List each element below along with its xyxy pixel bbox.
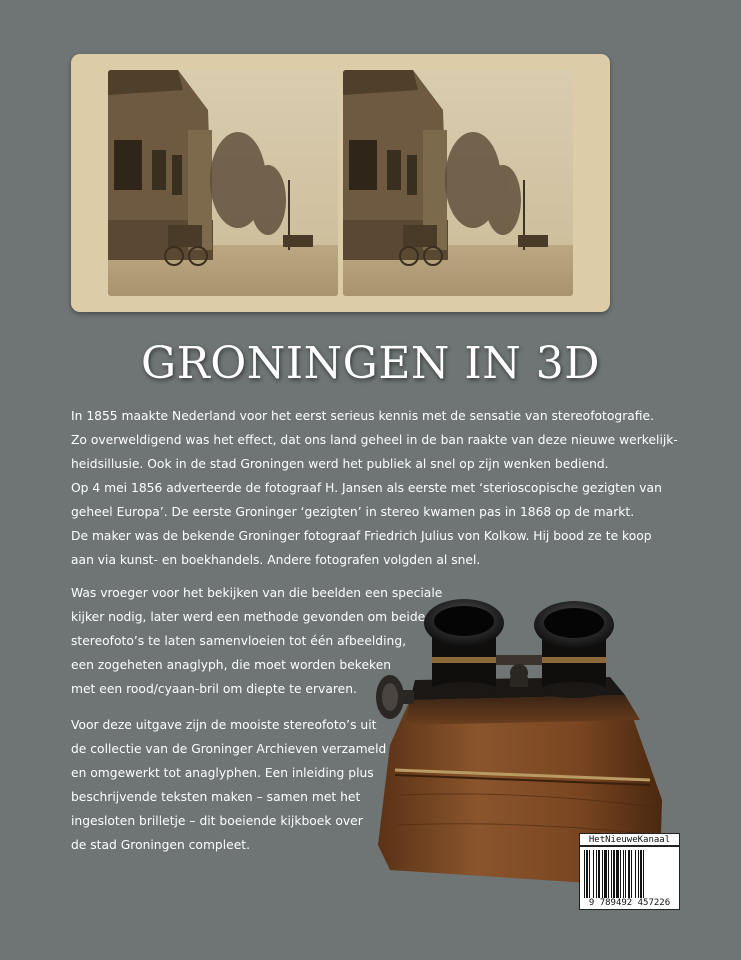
barcode-bar (598, 850, 600, 898)
barcode-bar (623, 850, 624, 898)
text-line: stereofoto’s te laten samenvloeien tot één afbeelding, (71, 634, 407, 648)
edition-paragraph (71, 713, 386, 857)
barcode-bar (586, 850, 588, 898)
isbn-number: 9 789492 457226 (588, 898, 671, 908)
text-line: ingesloten brilletje – dit boeiende kijkboek over (71, 814, 363, 828)
barcode-bar (593, 850, 594, 898)
barcode-bar (613, 850, 615, 898)
barcode-bar (628, 850, 630, 898)
cover-title: GRONINGEN IN 3D (140, 338, 601, 389)
barcode-bar (631, 850, 632, 898)
stereo-photo-right (343, 70, 573, 296)
barcode-bar (596, 850, 597, 898)
text-line: Zo overweldigend was het effect, dat ons land geheel in de ban raakte van deze nieuwe werkelijk- (71, 433, 678, 447)
barcode-bar (589, 850, 590, 898)
text-line: Was vroeger voor het bekijken van die beelden een speciale (71, 586, 443, 600)
barcode-bar (643, 850, 644, 898)
text-line: beschrijvende teksten maken – samen met het (71, 790, 361, 804)
text-line: De maker was de bekende Groninger fotograaf Friedrich Julius von Kolkow. Hij bood ze te koop (71, 529, 652, 543)
barcode-bar (625, 850, 626, 898)
text-line: en omgewerkt tot anaglyphen. Een inleiding plus (71, 766, 374, 780)
barcode-bar (584, 850, 585, 898)
text-line: een zogeheten anaglyph, die moet worden bekeken (71, 658, 392, 672)
barcode-bar (604, 850, 607, 898)
text-line: met een rood/cyaan-bril om diepte te ervaren. (71, 682, 357, 696)
text-line: kijker nodig, later werd een methode gevonden om beide (71, 610, 426, 624)
barcode-bar (602, 850, 603, 898)
isbn-barcode (579, 846, 680, 910)
intro-paragraph (71, 404, 678, 572)
barcode-bar (635, 850, 636, 898)
barcode-bar (608, 850, 609, 898)
text-line: de collectie van de Groninger Archieven verzameld (71, 742, 387, 756)
barcode-bar (620, 850, 621, 898)
text-line: aan via kunst- en boekhandels. Andere fotografen volgden al snel. (71, 553, 481, 567)
barcode-bar (640, 850, 642, 898)
stereo-photo-card (71, 54, 610, 312)
text-line: de stad Groningen compleet. (71, 838, 251, 852)
text-line: In 1855 maakte Nederland voor het eerst serieus kennis met de sensatie van stereofotografie. (71, 409, 655, 423)
stereo-photo-left (108, 70, 338, 296)
barcode-bar (611, 850, 612, 898)
text-line: heidsillusie. Ook in de stad Groningen werd het publiek al snel op zijn wenken bediend. (71, 457, 609, 471)
barcode-bars (580, 850, 679, 900)
barcode-bar (616, 850, 619, 898)
text-line: Op 4 mei 1856 adverteerde de fotograaf H. Jansen als eerste met ‘sterioscopische gezigten van (71, 481, 662, 495)
text-line: geheel Europa’. De eerste Groninger ‘gezigten’ in stereo kwamen pas in 1868 op de markt. (71, 505, 635, 519)
barcode-bar (638, 850, 639, 898)
text-line: Voor deze uitgave zijn de mooiste stereofoto’s uit (71, 718, 377, 732)
publisher-label: HetNieuweKanaal (579, 833, 680, 846)
